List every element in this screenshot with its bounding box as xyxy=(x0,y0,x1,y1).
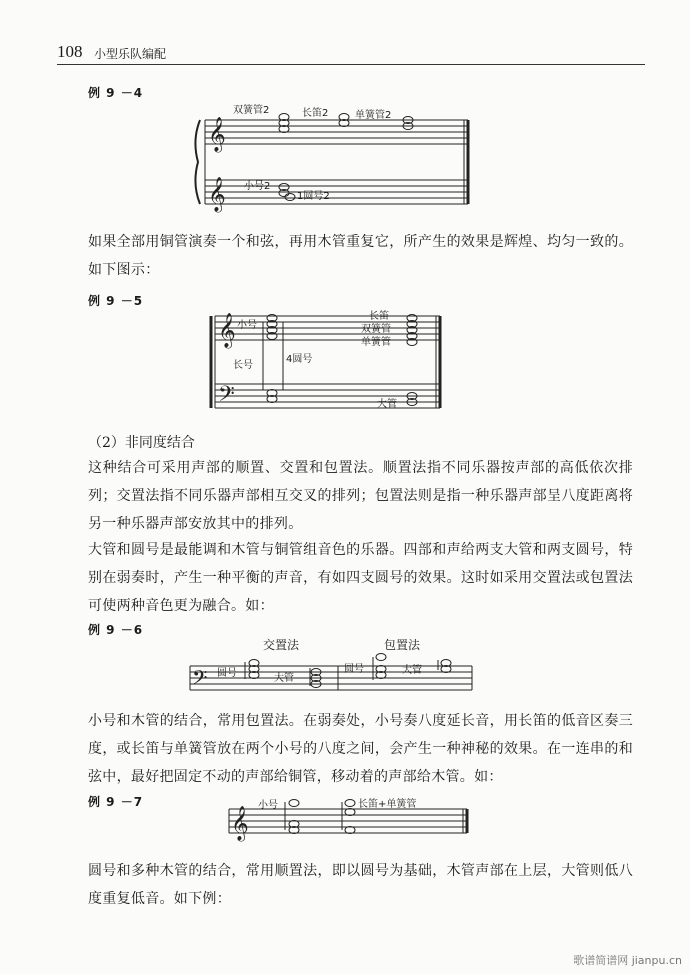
ex94-label-horn: 1圆号2 xyxy=(297,191,330,202)
section-heading: （2）非同度结合 xyxy=(88,435,195,451)
paragraph-3: 大管和圆号是最能调和木管与铜管组音色的乐器。四部和声给两支大管和两支圆号，特别在弱奏时，产生一种平衡的声音，有如四支圆号的效果。这时如采用交置法或包置法可使两种音色更为融合。如： xyxy=(88,542,633,614)
ex95-label-horns: 4圆号 xyxy=(286,354,313,365)
svg-text:𝄢: 𝄢 xyxy=(218,382,235,412)
ex96-title-enclosed: 包置法 xyxy=(384,638,421,652)
paragraph-1: 如果全部用铜管演奏一个和弦，再用木管重复它，所产生的效果是辉煌、均匀一致的。如下图示： xyxy=(88,234,633,278)
example-9-6-label: 例 9 －6 xyxy=(88,623,144,637)
svg-text:𝄢: 𝄢 xyxy=(192,666,208,694)
ex96-label-bassoon-1: 大管 xyxy=(274,673,294,684)
ex96-label-horn-2: 圆号 xyxy=(344,664,364,675)
ex94-label-flute: 长笛2 xyxy=(302,108,329,119)
ex97-label-trumpet: 小号 xyxy=(258,800,278,811)
paragraph-4: 小号和木管的结合，常用包置法。在弱奏处，小号奏八度延长音，用长笛的低音区奏三度，或长笛与单簧管放在两个小号的八度之间，会产生一种神秘的效果。在一连串的和弦中，最好把固定不动的声部给铜管，移动着的声部给木管。如： xyxy=(88,713,633,785)
example-9-4-label: 例 9 －4 xyxy=(88,86,144,100)
ex95-label-oboe: 双簧管 xyxy=(361,324,391,335)
svg-text:𝄞: 𝄞 xyxy=(208,117,226,152)
paragraph-2: 这种结合可采用声部的顺置、交置和包置法。顺置法指不同乐器按声部的高低依次排列；交置法指不同乐器声部相互交叉的排列；包置法则是指一种乐器声部呈八度距离将另一种乐器声部安放其中的排列。 xyxy=(88,460,633,532)
example-9-7-label: 例 9 －7 xyxy=(88,795,144,809)
paragraph-5: 圆号和多种木管的结合，常用顺置法，即以圆号为基础，木管声部在上层，大管则低八度重复低音。如下例： xyxy=(88,863,633,907)
ex95-label-bassoon: 大管 xyxy=(377,399,397,410)
svg-text:𝄞: 𝄞 xyxy=(231,806,249,841)
svg-text:𝄞: 𝄞 xyxy=(208,177,226,212)
example-9-5-label: 例 9 －5 xyxy=(88,294,144,308)
ex94-label-trumpet: 小号2 xyxy=(244,181,271,192)
watermark: 歌谱简谱网 jianpu.cn xyxy=(573,954,682,967)
ex96-label-bassoon-2: 大管 xyxy=(402,665,422,676)
ex95-label-clarinet: 单簧管 xyxy=(361,337,391,348)
ex96-title-crossed: 交置法 xyxy=(263,638,300,652)
ex96-label-horn-1: 圆号 xyxy=(217,668,237,679)
ex95-label-trombone: 长号 xyxy=(233,360,253,371)
ex95-label-trumpet: 小号 xyxy=(237,320,257,331)
page-number: 108 xyxy=(57,42,83,61)
ex94-label-clarinet: 单簧管2 xyxy=(355,110,392,121)
ex97-label-flute-clarinet: 长笛+单簧管 xyxy=(358,799,417,810)
book-title: 小型乐队编配 xyxy=(94,47,167,61)
svg-text:𝄞: 𝄞 xyxy=(218,313,236,348)
ex94-label-oboe: 双簧管2 xyxy=(233,105,270,116)
ex95-label-flute: 长笛 xyxy=(369,311,389,322)
